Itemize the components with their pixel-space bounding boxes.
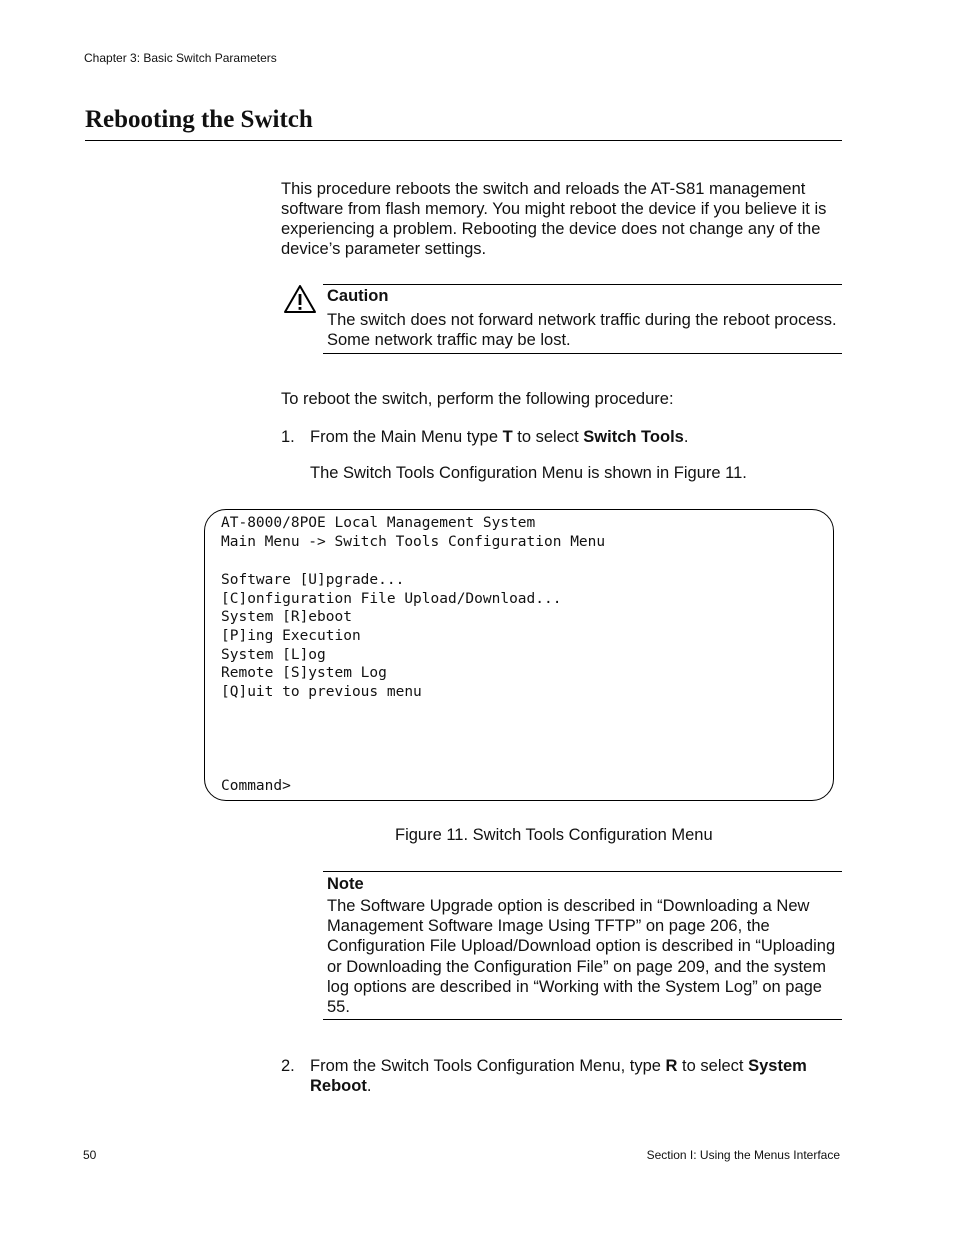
terminal-line: AT-8000/8POE Local Management System <box>221 515 536 531</box>
caution-box <box>323 284 842 354</box>
step-1-subtext: The Switch Tools Configuration Menu is shown in Figure 11. <box>310 464 747 482</box>
section-title: Rebooting the Switch <box>85 106 313 133</box>
key-label: R <box>665 1057 678 1075</box>
menu-target: Switch Tools <box>583 428 684 446</box>
procedure-intro: To reboot the switch, perform the following procedure: <box>281 390 674 408</box>
note-title: Note <box>327 875 364 893</box>
step-text: From the Switch Tools Configuration Menu, type R to select System Reboot. <box>310 1057 807 1095</box>
terminal-line: Remote [S]ystem Log <box>221 665 387 681</box>
step-number: 1. <box>281 428 295 446</box>
page-number: 50 <box>83 1148 97 1162</box>
terminal-line: [P]ing Execution <box>221 628 361 644</box>
caution-title: Caution <box>327 287 389 305</box>
note-box <box>323 871 842 1020</box>
intro-paragraph: This procedure reboots the switch and reloads the AT-S81 management software from flash memory. You might reboot the device if you believe it is experiencing a problem. Rebooting the device does not change any of the device’s parameter settings. <box>281 180 827 258</box>
terminal-prompt: Command> <box>221 778 291 794</box>
menu-target: System Reboot <box>310 1057 807 1095</box>
warning-triangle-icon <box>283 284 317 314</box>
terminal-line: System [R]eboot <box>221 609 352 625</box>
key-label: T <box>502 428 513 446</box>
step-number: 2. <box>281 1057 295 1075</box>
terminal-line: Software [U]pgrade... <box>221 572 405 588</box>
title-rule <box>85 140 842 141</box>
terminal-line: System [L]og <box>221 647 326 663</box>
terminal-screen <box>204 509 834 801</box>
running-footer: Section I: Using the Menus Interface <box>646 1148 840 1162</box>
terminal-line: [C]onfiguration File Upload/Download... <box>221 591 562 607</box>
terminal-line: Main Menu -> Switch Tools Configuration Menu <box>221 534 606 550</box>
running-header: Chapter 3: Basic Switch Parameters <box>84 51 277 65</box>
caution-body: The switch does not forward network traffic during the reboot process. Some network traffic may be lost. <box>327 311 837 350</box>
figure-caption: Figure 11. Switch Tools Configuration Menu <box>395 826 713 844</box>
step-text: From the Main Menu type T to select Switch Tools. <box>310 428 689 446</box>
terminal-line: [Q]uit to previous menu <box>221 684 422 700</box>
note-body: The Software Upgrade option is described in “Downloading a New Management Software Image Using TFTP” on page 206, the Configuration File Upload/Download option is described in “Uploading or Downloading the Configuration File” on page 209, and the system log options are described in “Working with the System Log” on page 55. <box>327 897 836 1017</box>
